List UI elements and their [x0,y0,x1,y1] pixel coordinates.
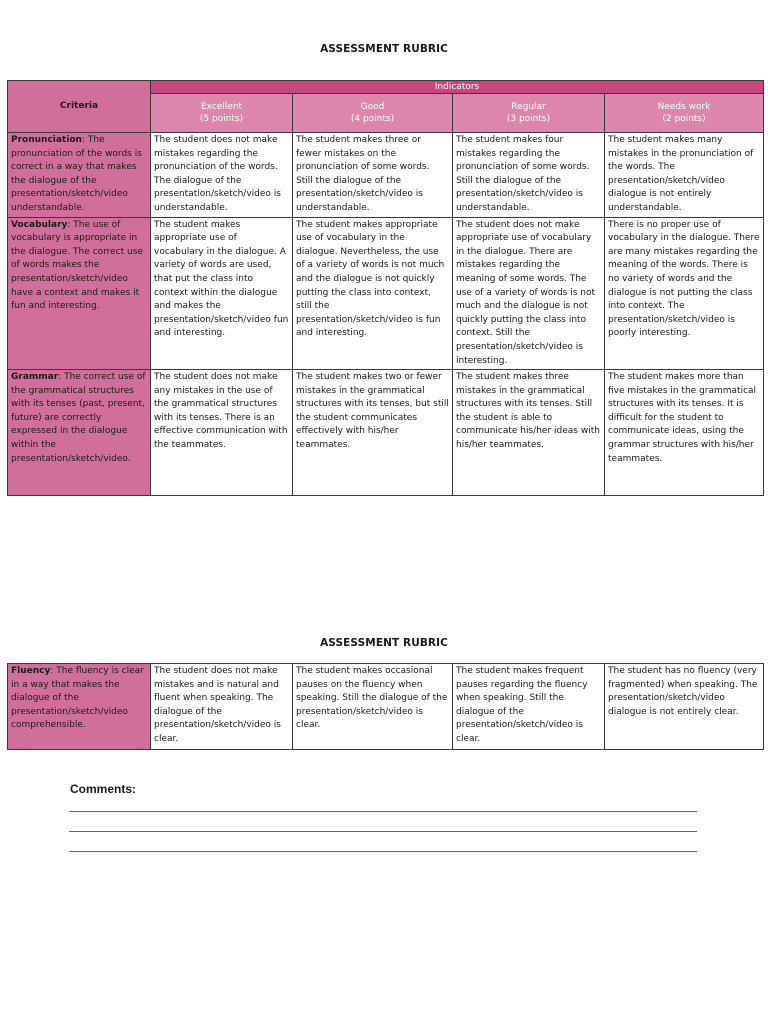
level-header-needs-work [605,94,764,133]
fluency-rubric-table [7,663,764,750]
rubric-cell: The student makes many mistakes in the pronunciation of the words. The presentation/sketch/video dialogue is not entirely understandable. [605,133,764,218]
level-points: (3 points) [506,114,551,124]
page-title: ASSESSMENT RUBRIC [320,43,448,55]
level-points: (5 points) [199,114,244,124]
comment-line [69,851,697,852]
criterion-cell [8,133,151,218]
rubric-cell: The student makes occasional pauses on the fluency when speaking. Still the dialogue of the presentation/sketch/video is clear. [293,664,453,750]
rubric-cell: The student makes four mistakes regarding the pronunciation of some words. Still the dialogue of the presentation/sketch/video is understandable. [453,133,605,218]
rubric-cell: The student makes appropriate use of vocabulary in the dialogue. A variety of words are used, that put the class into context within the dialogue and makes the presentation/sketch/video fun and interesting. [151,217,293,370]
level-name: Needs work [657,102,711,112]
indicators-header: Indicators [151,81,764,94]
comments-label: Comments: [70,782,137,796]
level-points: (2 points) [662,114,706,124]
rubric-cell: The student makes appropriate use of vocabulary in the dialogue. Nevertheless, the use of a variety of words is not much and the dialogue is not quickly putting the class into context, still the presentation/sketch/video is fun and interesting. [293,217,453,370]
criterion-name: Grammar [11,372,59,383]
section-title: ASSESSMENT RUBRIC [320,637,448,649]
criterion-cell [8,370,151,496]
rubric-cell: The student has no fluency (very fragmented) when speaking. The presentation/sketch/video dialogue is not entirely clear. [605,664,764,750]
rubric-row-pronunciation [8,133,764,218]
rubric-row-fluency [8,664,764,750]
rubric-cell: There is no proper use of vocabulary in the dialogue. There are many mistakes regarding the meaning of the words. There is no variety of words and the dialogue is not putting the class into context. The presentation/sketch/video is poorly interesting. [605,217,764,370]
rubric-cell: The student makes more than five mistakes in the grammatical structures with its tenses. It is difficult for the student to communicate ideas, using the grammar structures with his/her teammates. [605,370,764,496]
level-header-excellent [151,94,293,133]
level-header-regular [453,94,605,133]
criterion-name: Vocabulary [11,219,68,230]
rubric-cell: The student does not make mistakes and is natural and fluent when speaking. The dialogue of the presentation/sketch/video is clear. [151,664,293,750]
criteria-header: Criteria [8,81,151,133]
rubric-row-grammar [8,370,764,496]
criterion-description: : The fluency is clear in a way that makes the dialogue of the presentation/sketch/video comprehensible. [11,666,144,731]
rubric-cell: The student makes two or fewer mistakes in the grammatical structures with its tenses, but still the student communicates effectively with his/her teammates. [293,370,453,496]
criterion-description: : The pronunciation of the words is correct in a way that makes the dialogue of the presentation/sketch/video understandable. [11,135,142,213]
criterion-cell [8,217,151,370]
level-name: Excellent [200,102,243,112]
rubric-cell: The student does not make appropriate use of vocabulary in the dialogue. There are mistakes regarding the meaning of some words. The use of a variety of words is not much and the dialogue is not quickly putting the class into context. Still the presentation/sketch/video is interesting. [453,217,605,370]
criterion-name: Pronunciation [11,135,82,145]
level-header-good [293,94,453,133]
rubric-cell: The student does not make any mistakes in the use of the grammatical structures with its tenses. There is an effective communication with the teammates. [151,370,293,496]
comment-line [69,831,697,832]
criterion-name: Fluency [11,666,51,676]
rubric-cell: The student does not make mistakes regarding the pronunciation of the words. The dialogue of the presentation/sketch/video is understandable. [151,133,293,218]
rubric-cell: The student makes three mistakes in the grammatical structures with its tenses. Still the student is able to communicate his/her ideas with his/her teammates. [453,370,605,496]
criterion-description: : The correct use of the grammatical structures with its tenses (past, present, future) are correctly expressed in the dialogue within the presentation/sketch/video. [11,372,146,464]
rubric-cell: The student makes three or fewer mistakes on the pronunciation of some words. Still the dialogue of the presentation/sketch/video is understandable. [293,133,453,218]
rubric-cell: The student makes frequent pauses regarding the fluency when speaking. Still the dialogue of the presentation/sketch/video is clear. [453,664,605,750]
assessment-rubric-table [7,80,764,496]
comment-line [69,811,697,812]
rubric-row-vocabulary [8,217,764,370]
indicators-header-row [8,81,764,94]
level-name: Good [360,102,385,112]
criterion-cell [8,664,151,750]
criterion-description: : The use of vocabulary is appropriate in the dialogue. The correct use of words makes the presentation/sketch/video have a context and makes it fun and interesting. [11,219,143,312]
level-name: Regular [511,102,546,112]
level-points: (4 points) [350,114,395,124]
